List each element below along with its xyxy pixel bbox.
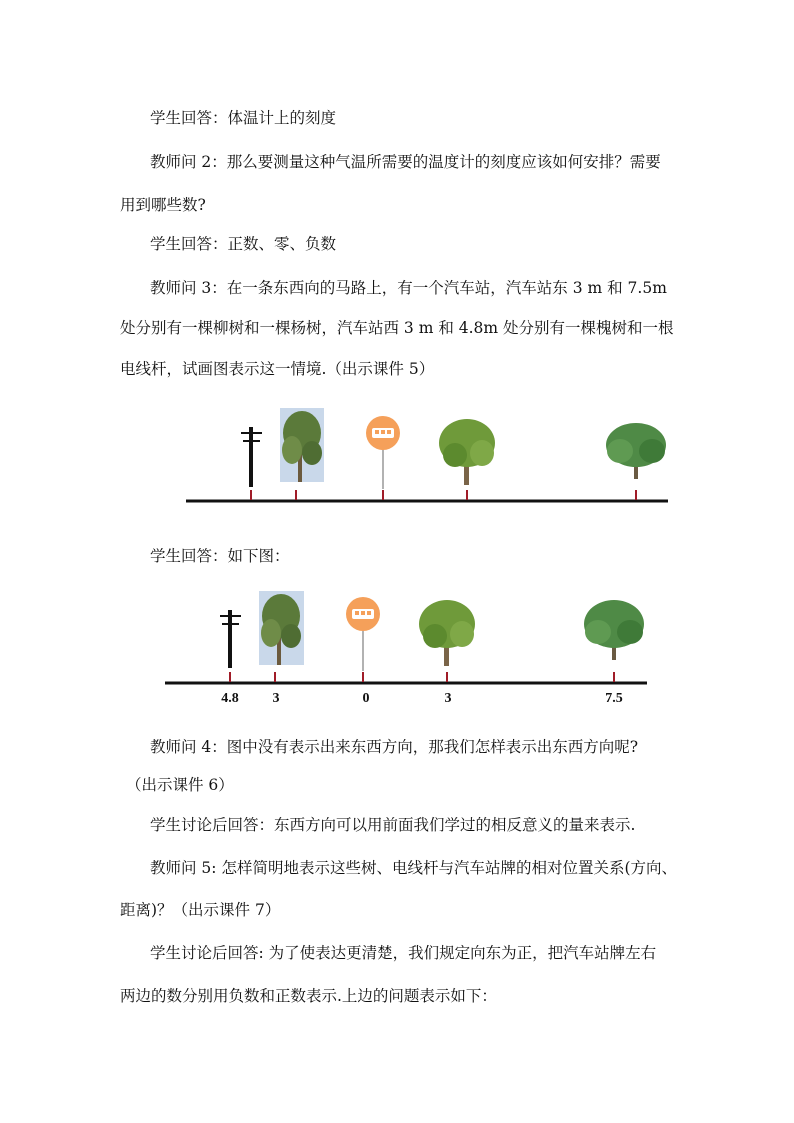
scholar-tree-icon (606, 423, 666, 479)
text-line-10: （出示课件 6） (126, 776, 234, 794)
axis-label: 3 (272, 691, 280, 706)
utility-pole-icon (220, 610, 241, 668)
bus-stop-sign-icon (366, 416, 400, 489)
axis-label: 0 (362, 691, 370, 706)
figure-2 (0, 588, 794, 708)
text-line-1: 学生回答：体温计上的刻度 (150, 109, 337, 127)
text-line-11: 学生讨论后回答：东西方向可以用前面我们学过的相反意义的量来表示. (150, 816, 636, 834)
text-line-7: 电线杆，试画图表示这一情境.（出示课件 5） (120, 360, 435, 378)
text-line-2: 教师问 2：那么要测量这种气温所需要的温度计的刻度应该如何安排？需要 (150, 153, 661, 171)
text-line-8: 学生回答：如下图： (150, 547, 290, 565)
text-line-12: 教师问 5: 怎样简明地表示这些树、电线杆与汽车站牌的相对位置关系(方向、 (150, 859, 677, 877)
utility-pole-icon (241, 427, 262, 487)
axis-label: 7.5 (605, 691, 623, 706)
text-line-13: 距离)？（出示课件 7） (120, 901, 281, 919)
axis-label: 3 (444, 691, 452, 706)
scholar-tree-icon (584, 600, 644, 660)
poplar-tree-photo (259, 591, 304, 665)
text-line-3: 用到哪些数? (120, 196, 206, 214)
text-line-9: 教师问 4：图中没有表示出来东西方向，那我们怎样表示出东西方向呢? (150, 738, 639, 756)
figure-1 (0, 405, 794, 505)
text-line-4: 学生回答：正数、零、负数 (150, 235, 337, 253)
axis-label: 4.8 (221, 691, 239, 706)
text-line-5: 教师问 3：在一条东西向的马路上，有一个汽车站，汽车站东 3 m 和 7.5m (150, 279, 667, 297)
willow-tree-icon (439, 419, 495, 485)
willow-tree-icon (419, 600, 475, 666)
poplar-tree-photo (280, 408, 324, 482)
text-line-15: 两边的数分别用负数和正数表示.上边的问题表示如下： (120, 987, 497, 1005)
text-line-6: 处分别有一棵柳树和一棵杨树，汽车站西 3 m 和 4.8m 处分别有一棵槐树和一根 (120, 319, 674, 337)
text-line-14: 学生讨论后回答: 为了使表达更清楚，我们规定向东为正，把汽车站牌左右 (150, 944, 657, 962)
bus-stop-sign-icon (346, 597, 380, 671)
